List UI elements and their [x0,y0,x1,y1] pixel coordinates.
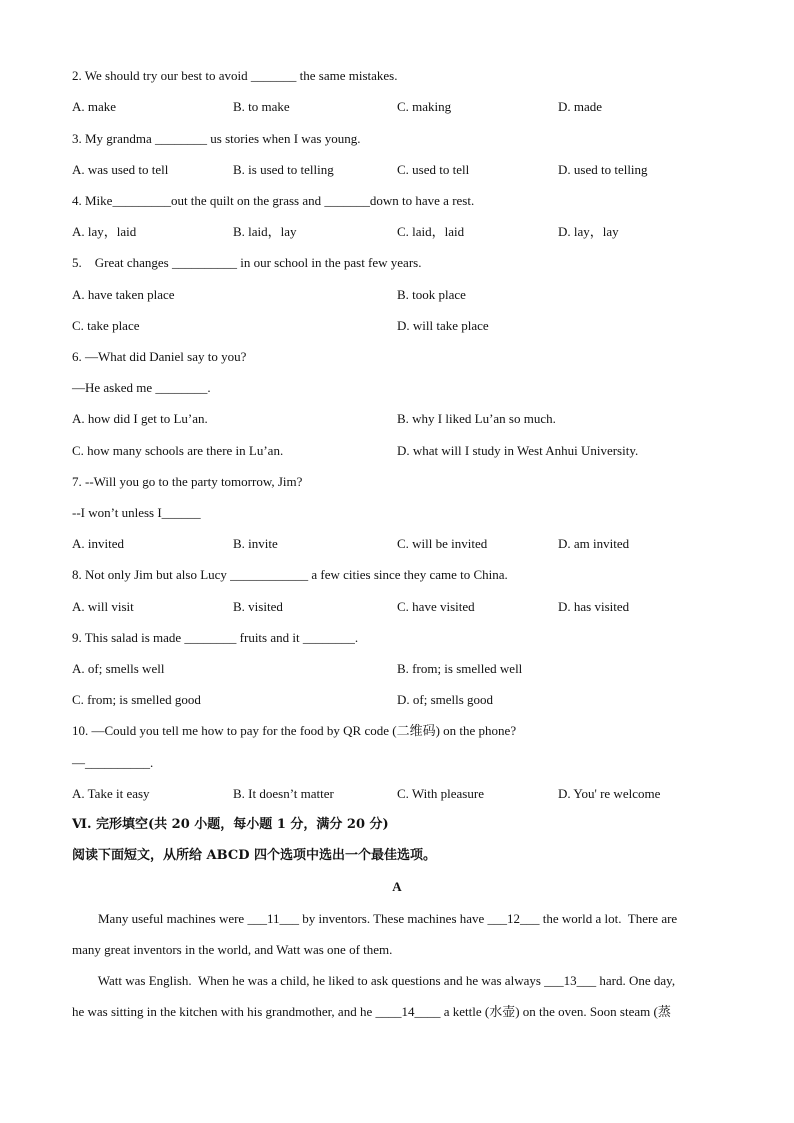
q9-option-d: D. of; smells good [397,692,494,707]
passage-line-2: many great inventors in the world, and Watt was one of them. [72,942,393,957]
question-7-stem-response: --I won’t unless I______ [72,505,201,520]
q10-option-a: A. Take it easy [72,786,150,801]
q8-option-d: D. has visited [558,599,630,614]
q10-option-b: B. It doesn’t matter [233,786,334,801]
passage-line-1: Many useful machines were ___11___ by inventors. These machines have ___12___ the world a lot. There are [72,911,678,926]
q7-option-c: C. will be invited [397,536,488,551]
q3-option-a: A. was used to tell [72,162,169,177]
q9-option-a: A. of; smells well [72,661,165,676]
q10-option-c: C. With pleasure [397,786,484,801]
question-10-stem-response: —__________. [72,755,154,770]
passage-line-4: he was sitting in the kitchen with his grandmother, and he ____14____ a kettle (水壶) on the oven. Soon steam (蒸 [72,1004,671,1019]
q9-option-b: B. from; is smelled well [397,661,523,676]
question-6-stem-response: —He asked me ________. [72,380,211,395]
q10-option-d: D. You' re welcome [558,786,661,801]
question-6-stem: 6. —What did Daniel say to you? [72,349,247,364]
q3-option-d: D. used to telling [558,162,648,177]
q2-option-d: D. made [558,99,603,114]
question-3-stem: 3. My grandma ________ us stories when I was young. [72,131,361,146]
question-8-stem: 8. Not only Jim but also Lucy ____________ a few cities since they came to China. [72,567,508,582]
q7-option-b: B. invite [233,536,278,551]
section-heading: Ⅵ. 完形填空(共 20 小题，每小题 1 分，满分 20 分) [72,817,389,832]
q6-option-c: C. how many schools are there in Lu’an. [72,443,284,458]
q2-option-b: B. to make [233,99,290,114]
q3-option-b: B. is used to telling [233,162,334,177]
q5-option-b: B. took place [397,287,466,302]
question-7-stem: 7. --Will you go to the party tomorrow, Jim? [72,474,303,489]
q8-option-a: A. will visit [72,599,134,614]
q7-option-d: D. am invited [558,536,630,551]
q2-option-c: C. making [397,99,452,114]
q8-option-c: C. have visited [397,599,475,614]
q2-option-a: A. make [72,99,117,114]
q5-option-c: C. take place [72,318,140,333]
question-9-stem: 9. This salad is made ________ fruits and it ________. [72,630,359,645]
question-2-stem: 2. We should try our best to avoid _______ the same mistakes. [72,68,398,83]
q4-option-a: A. lay，laid [72,224,137,239]
question-10-stem: 10. —Could you tell me how to pay for the food by QR code (二维码) on the phone? [72,723,517,738]
q5-option-d: D. will take place [397,318,489,333]
q6-option-a: A. how did I get to Lu’an. [72,411,208,426]
q4-option-b: B. laid，lay [233,224,297,239]
passage-label: A [392,879,402,894]
question-5-stem: 5. Great changes __________ in our school in the past few years. [72,255,422,270]
q5-option-a: A. have taken place [72,287,175,302]
q7-option-a: A. invited [72,536,124,551]
q4-option-d: D. lay，lay [558,224,619,239]
q8-option-b: B. visited [233,599,283,614]
passage-line-3: Watt was English. When he was a child, he liked to ask questions and he was always ___13___ hard. One day, [72,973,676,988]
q4-option-c: C. laid，laid [397,224,465,239]
question-4-stem: 4. Mike_________out the quilt on the grass and _______down to have a rest. [72,193,475,208]
q6-option-d: D. what will I study in West Anhui University. [397,443,639,458]
q3-option-c: C. used to tell [397,162,470,177]
q9-option-c: C. from; is smelled good [72,692,201,707]
section-instruction: 阅读下面短文，从所给 ABCD 四个选项中选出一个最佳选项。 [72,848,436,863]
q6-option-b: B. why I liked Lu’an so much. [397,411,556,426]
